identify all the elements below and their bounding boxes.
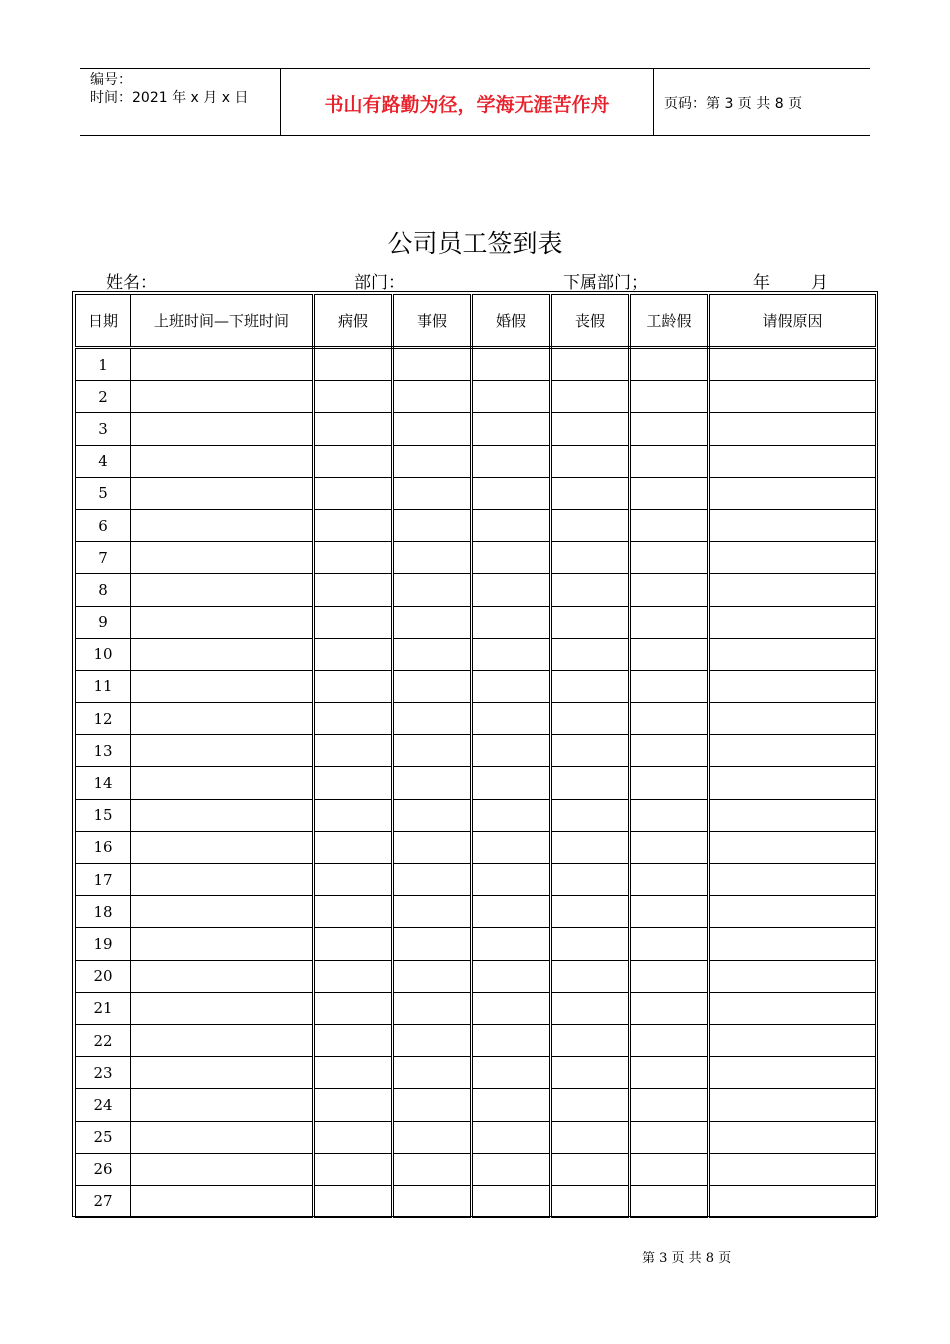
personal-leave-cell[interactable] bbox=[393, 509, 472, 541]
row-date-cell: 26 bbox=[76, 1153, 131, 1185]
leave-reason-cell[interactable] bbox=[709, 1185, 876, 1217]
work-hours-cell[interactable] bbox=[131, 735, 314, 767]
sick-leave-cell[interactable] bbox=[314, 831, 393, 863]
row-date-cell: 5 bbox=[76, 477, 131, 509]
table-row bbox=[76, 413, 876, 445]
department-label: 部门： bbox=[354, 273, 405, 293]
work-hours-cell[interactable] bbox=[131, 703, 314, 735]
sick-leave-cell[interactable] bbox=[314, 413, 393, 445]
row-date-cell: 13 bbox=[76, 735, 131, 767]
work-hours-cell[interactable] bbox=[131, 1185, 314, 1217]
leave-reason-cell[interactable] bbox=[709, 703, 876, 735]
table-row bbox=[76, 509, 876, 541]
row-date-cell: 4 bbox=[76, 445, 131, 477]
personal-leave-cell[interactable] bbox=[393, 1057, 472, 1089]
table-row bbox=[76, 1024, 876, 1056]
bereavement-leave-cell[interactable] bbox=[551, 1089, 630, 1121]
sick-leave-cell[interactable] bbox=[314, 1089, 393, 1121]
header-number: 编号： bbox=[90, 72, 132, 88]
leave-reason-cell[interactable] bbox=[709, 445, 876, 477]
bereavement-leave-cell[interactable] bbox=[551, 445, 630, 477]
work-hours-cell[interactable] bbox=[131, 574, 314, 606]
table-row bbox=[76, 445, 876, 477]
name-label: 姓名： bbox=[106, 273, 157, 293]
seniority-leave-cell[interactable] bbox=[630, 799, 709, 831]
row-date-cell: 7 bbox=[76, 542, 131, 574]
seniority-leave-cell[interactable] bbox=[630, 509, 709, 541]
row-date-cell: 8 bbox=[76, 574, 131, 606]
table-row bbox=[76, 606, 876, 638]
table-row bbox=[76, 1121, 876, 1153]
year-label: 年 bbox=[753, 273, 770, 293]
bereavement-leave-cell[interactable] bbox=[551, 992, 630, 1024]
leave-reason-cell[interactable] bbox=[709, 735, 876, 767]
attendance-table bbox=[75, 294, 876, 1218]
seniority-leave-cell[interactable] bbox=[630, 445, 709, 477]
seniority-leave-cell[interactable] bbox=[630, 542, 709, 574]
row-date-cell: 6 bbox=[76, 509, 131, 541]
seniority-leave-cell[interactable] bbox=[630, 703, 709, 735]
leave-reason-cell[interactable] bbox=[709, 960, 876, 992]
personal-leave-cell[interactable] bbox=[393, 896, 472, 928]
marriage-leave-cell[interactable] bbox=[472, 445, 551, 477]
table-row bbox=[76, 735, 876, 767]
table-row bbox=[76, 831, 876, 863]
table-body bbox=[76, 348, 876, 1218]
header-meta bbox=[80, 69, 281, 135]
personal-leave-cell[interactable] bbox=[393, 703, 472, 735]
table-row bbox=[76, 638, 876, 670]
work-hours-cell[interactable] bbox=[131, 1121, 314, 1153]
row-date-cell: 14 bbox=[76, 767, 131, 799]
bereavement-leave-cell[interactable] bbox=[551, 477, 630, 509]
personal-leave-cell[interactable] bbox=[393, 799, 472, 831]
seniority-leave-cell[interactable] bbox=[630, 992, 709, 1024]
sick-leave-cell[interactable] bbox=[314, 767, 393, 799]
seniority-leave-cell[interactable] bbox=[630, 864, 709, 896]
work-hours-cell[interactable] bbox=[131, 670, 314, 702]
table-row bbox=[76, 1185, 876, 1217]
seniority-leave-cell[interactable] bbox=[630, 767, 709, 799]
row-date-cell: 24 bbox=[76, 1089, 131, 1121]
bereavement-leave-cell[interactable] bbox=[551, 1185, 630, 1217]
sick-leave-cell[interactable] bbox=[314, 1057, 393, 1089]
seniority-leave-cell[interactable] bbox=[630, 1024, 709, 1056]
seniority-leave-cell[interactable] bbox=[630, 381, 709, 413]
personal-leave-cell[interactable] bbox=[393, 574, 472, 606]
header-page-number: 页码：第 3 页 共 8 页 bbox=[664, 96, 803, 112]
row-date-cell: 2 bbox=[76, 381, 131, 413]
sub-department-label: 下属部门； bbox=[563, 273, 648, 293]
leave-reason-cell[interactable] bbox=[709, 348, 876, 381]
marriage-leave-cell[interactable] bbox=[472, 799, 551, 831]
leave-reason-cell[interactable] bbox=[709, 670, 876, 702]
marriage-leave-cell[interactable] bbox=[472, 606, 551, 638]
seniority-leave-cell[interactable] bbox=[630, 1089, 709, 1121]
marriage-leave-cell[interactable] bbox=[472, 477, 551, 509]
personal-leave-cell[interactable] bbox=[393, 1024, 472, 1056]
marriage-leave-cell[interactable] bbox=[472, 767, 551, 799]
personal-leave-cell[interactable] bbox=[393, 1153, 472, 1185]
personal-leave-cell[interactable] bbox=[393, 348, 472, 381]
personal-leave-cell[interactable] bbox=[393, 413, 472, 445]
bereavement-leave-cell[interactable] bbox=[551, 767, 630, 799]
sick-leave-cell[interactable] bbox=[314, 864, 393, 896]
attendance-table-frame bbox=[72, 291, 878, 1217]
table-row bbox=[76, 1057, 876, 1089]
sick-leave-cell[interactable] bbox=[314, 1024, 393, 1056]
row-date-cell: 21 bbox=[76, 992, 131, 1024]
seniority-leave-cell[interactable] bbox=[630, 1153, 709, 1185]
work-hours-cell[interactable] bbox=[131, 477, 314, 509]
personal-leave-cell[interactable] bbox=[393, 767, 472, 799]
seniority-leave-cell[interactable] bbox=[630, 1057, 709, 1089]
personal-leave-cell[interactable] bbox=[393, 445, 472, 477]
bereavement-leave-cell[interactable] bbox=[551, 1024, 630, 1056]
personal-leave-cell[interactable] bbox=[393, 928, 472, 960]
work-hours-cell[interactable] bbox=[131, 1089, 314, 1121]
marriage-leave-cell[interactable] bbox=[472, 381, 551, 413]
work-hours-cell[interactable] bbox=[131, 831, 314, 863]
bereavement-leave-cell[interactable] bbox=[551, 735, 630, 767]
sick-leave-cell[interactable] bbox=[314, 960, 393, 992]
personal-leave-cell[interactable] bbox=[393, 381, 472, 413]
leave-reason-cell[interactable] bbox=[709, 574, 876, 606]
bereavement-leave-cell[interactable] bbox=[551, 413, 630, 445]
work-hours-cell[interactable] bbox=[131, 928, 314, 960]
column-header-date: 日期 bbox=[76, 295, 131, 348]
sick-leave-cell[interactable] bbox=[314, 445, 393, 477]
sick-leave-cell[interactable] bbox=[314, 348, 393, 381]
column-header-marriage-leave: 婚假 bbox=[472, 295, 551, 348]
bereavement-leave-cell[interactable] bbox=[551, 960, 630, 992]
table-row bbox=[76, 1153, 876, 1185]
row-date-cell: 27 bbox=[76, 1185, 131, 1217]
seniority-leave-cell[interactable] bbox=[630, 477, 709, 509]
marriage-leave-cell[interactable] bbox=[472, 1024, 551, 1056]
personal-leave-cell[interactable] bbox=[393, 735, 472, 767]
work-hours-cell[interactable] bbox=[131, 1057, 314, 1089]
seniority-leave-cell[interactable] bbox=[630, 606, 709, 638]
personal-leave-cell[interactable] bbox=[393, 606, 472, 638]
row-date-cell: 23 bbox=[76, 1057, 131, 1089]
marriage-leave-cell[interactable] bbox=[472, 348, 551, 381]
leave-reason-cell[interactable] bbox=[709, 509, 876, 541]
sick-leave-cell[interactable] bbox=[314, 703, 393, 735]
seniority-leave-cell[interactable] bbox=[630, 413, 709, 445]
table-row bbox=[76, 348, 876, 381]
work-hours-cell[interactable] bbox=[131, 799, 314, 831]
table-row bbox=[76, 381, 876, 413]
bereavement-leave-cell[interactable] bbox=[551, 348, 630, 381]
bereavement-leave-cell[interactable] bbox=[551, 799, 630, 831]
personal-leave-cell[interactable] bbox=[393, 1121, 472, 1153]
seniority-leave-cell[interactable] bbox=[630, 1185, 709, 1217]
header-date: 时间：2021 年 x 月 x 日 bbox=[90, 90, 249, 106]
sick-leave-cell[interactable] bbox=[314, 670, 393, 702]
bereavement-leave-cell[interactable] bbox=[551, 1057, 630, 1089]
column-header-leave-reason: 请假原因 bbox=[709, 295, 876, 348]
personal-leave-cell[interactable] bbox=[393, 638, 472, 670]
table-row bbox=[76, 992, 876, 1024]
table-header-row bbox=[76, 295, 876, 348]
leave-reason-cell[interactable] bbox=[709, 477, 876, 509]
page-header bbox=[80, 68, 870, 136]
bereavement-leave-cell[interactable] bbox=[551, 1153, 630, 1185]
bereavement-leave-cell[interactable] bbox=[551, 831, 630, 863]
sick-leave-cell[interactable] bbox=[314, 1121, 393, 1153]
document-title: 公司员工签到表 bbox=[387, 229, 563, 258]
table-row bbox=[76, 896, 876, 928]
leave-reason-cell[interactable] bbox=[709, 638, 876, 670]
marriage-leave-cell[interactable] bbox=[472, 1089, 551, 1121]
table-row bbox=[76, 703, 876, 735]
marriage-leave-cell[interactable] bbox=[472, 638, 551, 670]
sick-leave-cell[interactable] bbox=[314, 606, 393, 638]
marriage-leave-cell[interactable] bbox=[472, 960, 551, 992]
personal-leave-cell[interactable] bbox=[393, 542, 472, 574]
marriage-leave-cell[interactable] bbox=[472, 992, 551, 1024]
sick-leave-cell[interactable] bbox=[314, 638, 393, 670]
marriage-leave-cell[interactable] bbox=[472, 1153, 551, 1185]
table-row bbox=[76, 864, 876, 896]
work-hours-cell[interactable] bbox=[131, 381, 314, 413]
table-row bbox=[76, 542, 876, 574]
marriage-leave-cell[interactable] bbox=[472, 896, 551, 928]
row-date-cell: 18 bbox=[76, 896, 131, 928]
marriage-leave-cell[interactable] bbox=[472, 542, 551, 574]
marriage-leave-cell[interactable] bbox=[472, 735, 551, 767]
row-date-cell: 16 bbox=[76, 831, 131, 863]
seniority-leave-cell[interactable] bbox=[630, 928, 709, 960]
work-hours-cell[interactable] bbox=[131, 960, 314, 992]
leave-reason-cell[interactable] bbox=[709, 542, 876, 574]
bereavement-leave-cell[interactable] bbox=[551, 1121, 630, 1153]
personal-leave-cell[interactable] bbox=[393, 477, 472, 509]
table-row bbox=[76, 928, 876, 960]
sick-leave-cell[interactable] bbox=[314, 542, 393, 574]
sick-leave-cell[interactable] bbox=[314, 928, 393, 960]
bereavement-leave-cell[interactable] bbox=[551, 703, 630, 735]
seniority-leave-cell[interactable] bbox=[630, 1121, 709, 1153]
row-date-cell: 11 bbox=[76, 670, 131, 702]
row-date-cell: 19 bbox=[76, 928, 131, 960]
page-footer: 第 3 页 共 8 页 bbox=[642, 1251, 732, 1266]
seniority-leave-cell[interactable] bbox=[630, 831, 709, 863]
personal-leave-cell[interactable] bbox=[393, 992, 472, 1024]
bereavement-leave-cell[interactable] bbox=[551, 864, 630, 896]
leave-reason-cell[interactable] bbox=[709, 896, 876, 928]
marriage-leave-cell[interactable] bbox=[472, 574, 551, 606]
leave-reason-cell[interactable] bbox=[709, 992, 876, 1024]
sick-leave-cell[interactable] bbox=[314, 1185, 393, 1217]
leave-reason-cell[interactable] bbox=[709, 799, 876, 831]
work-hours-cell[interactable] bbox=[131, 348, 314, 381]
leave-reason-cell[interactable] bbox=[709, 413, 876, 445]
row-date-cell: 25 bbox=[76, 1121, 131, 1153]
row-date-cell: 17 bbox=[76, 864, 131, 896]
bereavement-leave-cell[interactable] bbox=[551, 606, 630, 638]
bereavement-leave-cell[interactable] bbox=[551, 670, 630, 702]
table-row bbox=[76, 477, 876, 509]
header-motto: 书山有路勤为径，学海无涯苦作舟 bbox=[281, 69, 654, 135]
seniority-leave-cell[interactable] bbox=[630, 348, 709, 381]
row-date-cell: 15 bbox=[76, 799, 131, 831]
table-row bbox=[76, 670, 876, 702]
table-row bbox=[76, 799, 876, 831]
marriage-leave-cell[interactable] bbox=[472, 670, 551, 702]
marriage-leave-cell[interactable] bbox=[472, 831, 551, 863]
row-date-cell: 22 bbox=[76, 1024, 131, 1056]
row-date-cell: 20 bbox=[76, 960, 131, 992]
marriage-leave-cell[interactable] bbox=[472, 928, 551, 960]
table-row bbox=[76, 574, 876, 606]
personal-leave-cell[interactable] bbox=[393, 1089, 472, 1121]
sick-leave-cell[interactable] bbox=[314, 477, 393, 509]
work-hours-cell[interactable] bbox=[131, 509, 314, 541]
bereavement-leave-cell[interactable] bbox=[551, 542, 630, 574]
marriage-leave-cell[interactable] bbox=[472, 1185, 551, 1217]
work-hours-cell[interactable] bbox=[131, 864, 314, 896]
leave-reason-cell[interactable] bbox=[709, 381, 876, 413]
leave-reason-cell[interactable] bbox=[709, 864, 876, 896]
bereavement-leave-cell[interactable] bbox=[551, 638, 630, 670]
leave-reason-cell[interactable] bbox=[709, 767, 876, 799]
column-header-work-hours: 上班时间—下班时间 bbox=[131, 295, 314, 348]
leave-reason-cell[interactable] bbox=[709, 1121, 876, 1153]
sick-leave-cell[interactable] bbox=[314, 799, 393, 831]
leave-reason-cell[interactable] bbox=[709, 1024, 876, 1056]
seniority-leave-cell[interactable] bbox=[630, 896, 709, 928]
personal-leave-cell[interactable] bbox=[393, 864, 472, 896]
sick-leave-cell[interactable] bbox=[314, 896, 393, 928]
personal-leave-cell[interactable] bbox=[393, 831, 472, 863]
bereavement-leave-cell[interactable] bbox=[551, 509, 630, 541]
marriage-leave-cell[interactable] bbox=[472, 1121, 551, 1153]
marriage-leave-cell[interactable] bbox=[472, 509, 551, 541]
work-hours-cell[interactable] bbox=[131, 992, 314, 1024]
work-hours-cell[interactable] bbox=[131, 638, 314, 670]
sick-leave-cell[interactable] bbox=[314, 992, 393, 1024]
table-row bbox=[76, 960, 876, 992]
bereavement-leave-cell[interactable] bbox=[551, 381, 630, 413]
seniority-leave-cell[interactable] bbox=[630, 735, 709, 767]
bereavement-leave-cell[interactable] bbox=[551, 896, 630, 928]
leave-reason-cell[interactable] bbox=[709, 606, 876, 638]
bereavement-leave-cell[interactable] bbox=[551, 574, 630, 606]
work-hours-cell[interactable] bbox=[131, 542, 314, 574]
marriage-leave-cell[interactable] bbox=[472, 703, 551, 735]
seniority-leave-cell[interactable] bbox=[630, 670, 709, 702]
seniority-leave-cell[interactable] bbox=[630, 960, 709, 992]
work-hours-cell[interactable] bbox=[131, 445, 314, 477]
work-hours-cell[interactable] bbox=[131, 767, 314, 799]
personal-leave-cell[interactable] bbox=[393, 1185, 472, 1217]
work-hours-cell[interactable] bbox=[131, 413, 314, 445]
bereavement-leave-cell[interactable] bbox=[551, 928, 630, 960]
marriage-leave-cell[interactable] bbox=[472, 864, 551, 896]
marriage-leave-cell[interactable] bbox=[472, 1057, 551, 1089]
table-row bbox=[76, 1089, 876, 1121]
row-date-cell: 3 bbox=[76, 413, 131, 445]
sick-leave-cell[interactable] bbox=[314, 381, 393, 413]
sick-leave-cell[interactable] bbox=[314, 735, 393, 767]
row-date-cell: 12 bbox=[76, 703, 131, 735]
table-row bbox=[76, 767, 876, 799]
sick-leave-cell[interactable] bbox=[314, 1153, 393, 1185]
seniority-leave-cell[interactable] bbox=[630, 638, 709, 670]
row-date-cell: 10 bbox=[76, 638, 131, 670]
work-hours-cell[interactable] bbox=[131, 1024, 314, 1056]
sick-leave-cell[interactable] bbox=[314, 509, 393, 541]
row-date-cell: 9 bbox=[76, 606, 131, 638]
column-header-personal-leave: 事假 bbox=[393, 295, 472, 348]
personal-leave-cell[interactable] bbox=[393, 670, 472, 702]
leave-reason-cell[interactable] bbox=[709, 1057, 876, 1089]
work-hours-cell[interactable] bbox=[131, 896, 314, 928]
leave-reason-cell[interactable] bbox=[709, 928, 876, 960]
month-label: 月 bbox=[811, 273, 828, 293]
column-header-seniority-leave: 工龄假 bbox=[630, 295, 709, 348]
work-hours-cell[interactable] bbox=[131, 1153, 314, 1185]
seniority-leave-cell[interactable] bbox=[630, 574, 709, 606]
row-date-cell: 1 bbox=[76, 348, 131, 381]
leave-reason-cell[interactable] bbox=[709, 1153, 876, 1185]
column-header-bereavement-leave: 丧假 bbox=[551, 295, 630, 348]
personal-leave-cell[interactable] bbox=[393, 960, 472, 992]
work-hours-cell[interactable] bbox=[131, 606, 314, 638]
marriage-leave-cell[interactable] bbox=[472, 413, 551, 445]
leave-reason-cell[interactable] bbox=[709, 1089, 876, 1121]
column-header-sick-leave: 病假 bbox=[314, 295, 393, 348]
leave-reason-cell[interactable] bbox=[709, 831, 876, 863]
sick-leave-cell[interactable] bbox=[314, 574, 393, 606]
